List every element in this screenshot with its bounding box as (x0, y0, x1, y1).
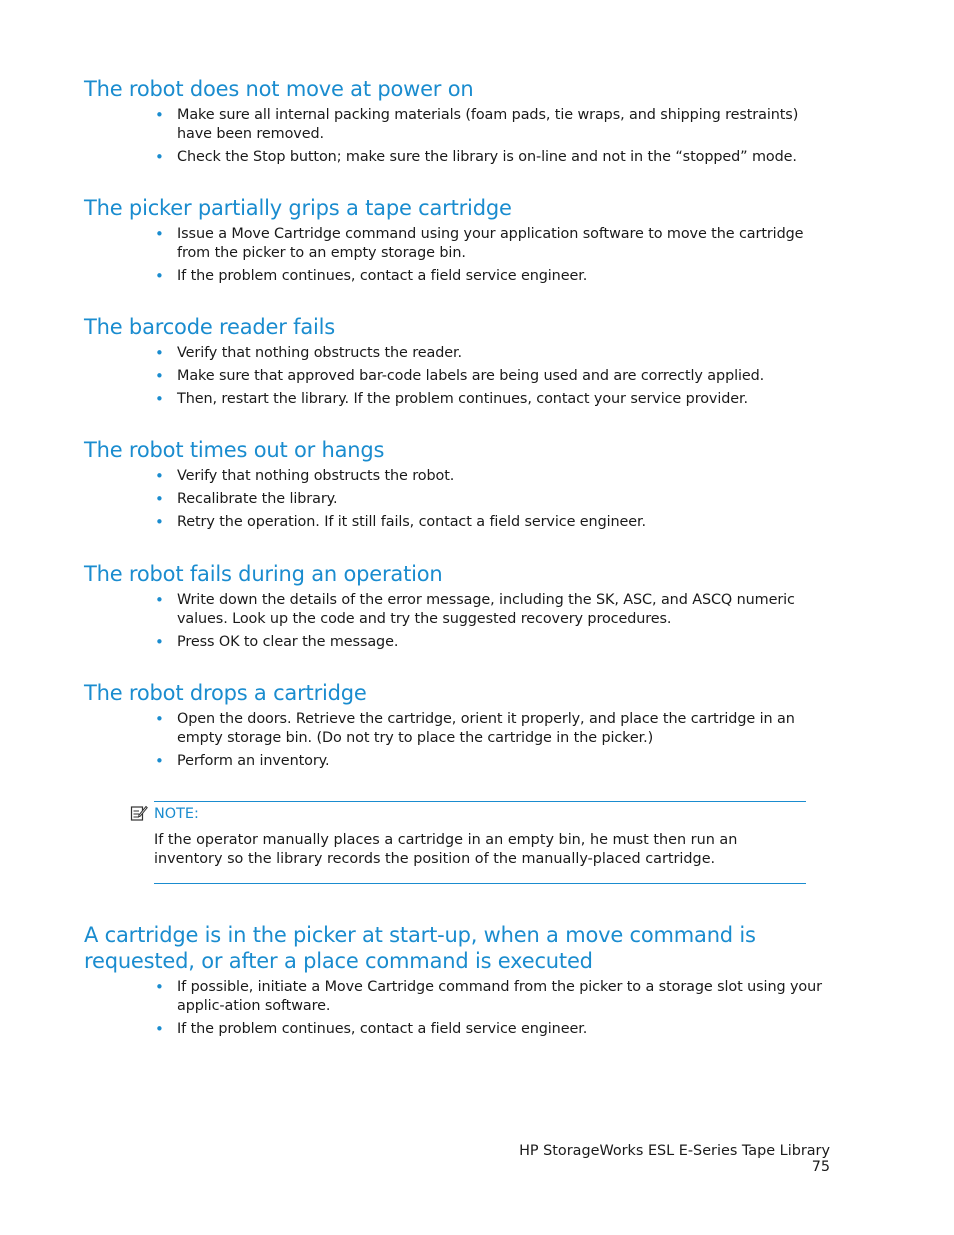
section-robot-times-out (84, 437, 844, 536)
bullet-icon: • (155, 267, 164, 285)
bullet-icon: • (155, 467, 164, 485)
footer-title: HP StorageWorks ESL E-Series Tape Library (519, 1143, 830, 1159)
section-heading: The picker partially grips a tape cartridge (84, 196, 512, 220)
bullet-list (84, 225, 829, 286)
list-item: • Retry the operation. If it still fails, contact a field service engineer. (155, 513, 646, 531)
bullet-icon: • (155, 367, 164, 385)
section-cartridge-in-picker (84, 922, 844, 1043)
list-item: • Perform an inventory. (155, 752, 330, 770)
section-heading: The robot times out or hangs (84, 438, 385, 462)
bullet-list (84, 978, 829, 1039)
list-item: • Then, restart the library. If the problem continues, contact your service provider. (155, 390, 748, 408)
list-item: • Make sure that approved bar-code labels are being used and are correctly applied. (155, 367, 765, 385)
bullet-icon: • (155, 513, 164, 531)
note-top-rule (154, 801, 806, 802)
note-label: NOTE: (154, 806, 199, 822)
list-item: • Verify that nothing obstructs the robot. (155, 467, 455, 485)
section-robot-drops (84, 680, 844, 775)
note-bottom-rule (154, 883, 806, 884)
bullet-list (84, 106, 829, 167)
list-item: • Recalibrate the library. (155, 490, 338, 508)
bullet-icon: • (155, 1020, 164, 1038)
bullet-icon: • (155, 490, 164, 508)
list-item: • Issue a Move Cartridge command using your application software to move the cartridge from the picker to an empty storage bin. (155, 225, 804, 261)
section-heading: A cartridge is in the picker at start-up, when a move command is requested, or after a place command is executed (84, 923, 756, 973)
bullet-icon: • (155, 225, 164, 243)
note-text: If the operator manually places a cartridge in an empty bin, he must then run an inventory so the library records the position of the manually-placed cartridge. (154, 832, 738, 867)
bullet-list (84, 591, 829, 652)
list-item: • Write down the details of the error message, including the SK, ASC, and ASCQ numeric values. Look up the code and try the suggested recovery procedures. (155, 591, 795, 627)
list-item: • If the problem continues, contact a field service engineer. (155, 1020, 588, 1038)
section-heading: The barcode reader fails (84, 315, 336, 339)
page-number: 75 (811, 1159, 830, 1175)
list-item: • If possible, initiate a Move Cartridge command from the picker to a storage slot using your applic-ation software. (155, 978, 822, 1014)
list-item: • Press OK to clear the message. (155, 633, 399, 651)
list-item: • If the problem continues, contact a field service engineer. (155, 267, 588, 285)
list-item: • Make sure all internal packing materials (foam pads, tie wraps, and shipping restraints) have been removed. (155, 106, 799, 142)
list-item: • Verify that nothing obstructs the reader. (155, 344, 462, 362)
bullet-icon: • (155, 390, 164, 408)
section-heading: The robot drops a cartridge (84, 681, 367, 705)
section-barcode-reader (84, 314, 844, 413)
section-robot-fails (84, 561, 844, 656)
bullet-list (84, 467, 829, 532)
section-picker-grips (84, 195, 844, 290)
list-item: • Open the doors. Retrieve the cartridge, orient it properly, and place the cartridge in an empty storage bin. (Do not try to place the cartridge in the picker.) (155, 710, 795, 746)
bullet-icon: • (155, 752, 164, 770)
list-item: • Check the Stop button; make sure the library is on-line and not in the “stopped” mode. (155, 148, 797, 166)
note-pencil-icon (130, 804, 148, 822)
section-heading: The robot does not move at power on (84, 77, 474, 101)
bullet-icon: • (155, 710, 164, 728)
bullet-icon: • (155, 633, 164, 651)
bullet-icon: • (155, 978, 164, 996)
bullet-icon: • (155, 106, 164, 124)
bullet-list (84, 710, 829, 771)
section-heading: The robot fails during an operation (84, 562, 443, 586)
bullet-icon: • (155, 344, 164, 362)
section-robot-no-move (84, 76, 844, 171)
page-footer (470, 1143, 830, 1175)
bullet-list (84, 344, 829, 409)
bullet-icon: • (155, 591, 164, 609)
bullet-icon: • (155, 148, 164, 166)
